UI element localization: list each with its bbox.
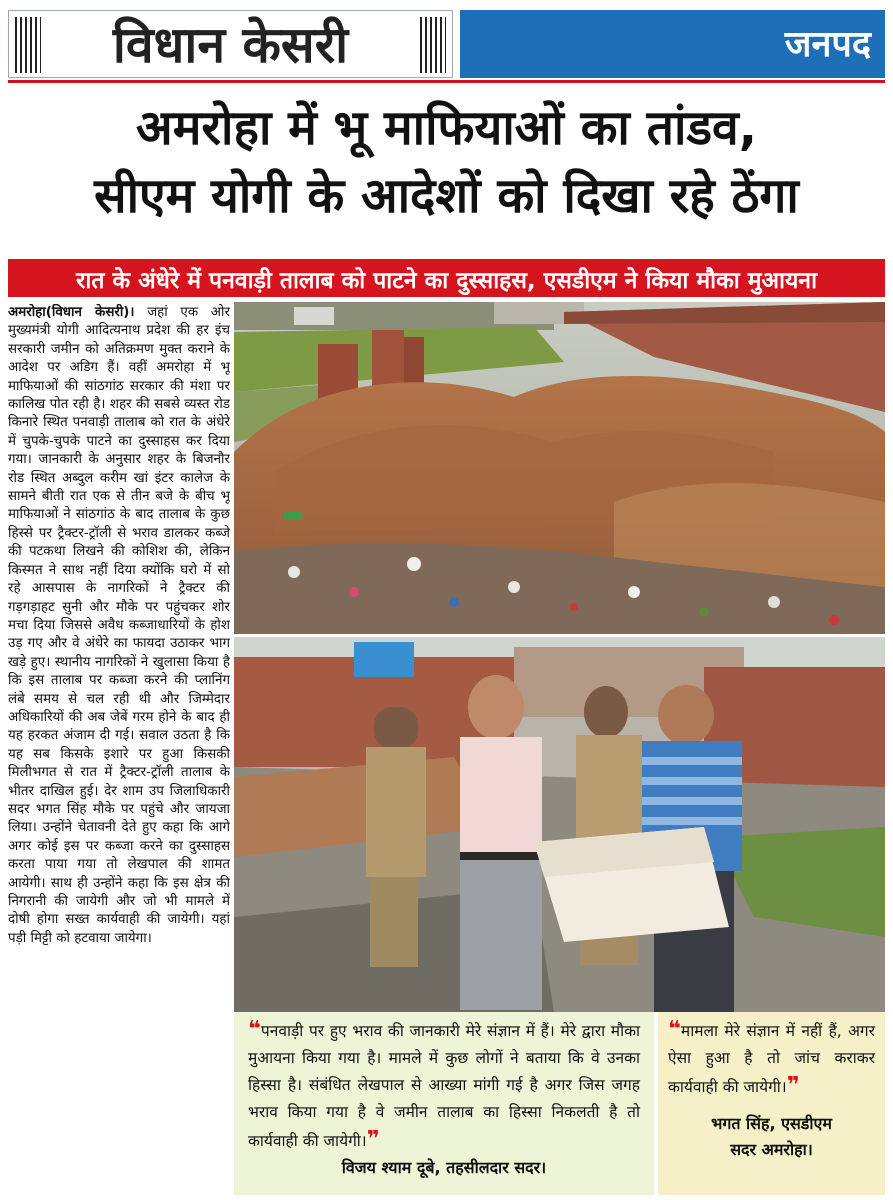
masthead-rule (8, 80, 885, 83)
photo-officials-inspection (234, 637, 885, 1012)
photo-filled-pond-image (234, 302, 885, 634)
section-name: जनपद (784, 24, 871, 65)
masthead (8, 10, 885, 78)
masthead-stripes-right (420, 17, 446, 73)
close-quote-icon: ❞ (786, 1073, 800, 1098)
quote-sdm-signature-line-2: सदर अमरोहा। (730, 1140, 813, 1159)
dateline: अमरोहा(विधान केसरी)। (8, 305, 135, 320)
photo-officials-inspection-image (234, 637, 885, 1012)
subheadline: रात के अंधेरे में पनवाड़ी तालाब को पाटने का दुस्साहस, एसडीएम ने किया मौका मुआयना (75, 268, 818, 294)
section-banner (460, 10, 885, 78)
quote-sdm-signature-line-1: भगत सिंह, एसडीएम (711, 1114, 832, 1133)
headline-line-1: अमरोहा में भू माफियाओं का तांडव, (136, 100, 757, 156)
headline-line-2: सीएम योगी के आदेशों को दिखा रहे ठेंगा (94, 168, 799, 224)
headline (8, 94, 885, 230)
quote-tehsildar (234, 1012, 654, 1195)
article-body (8, 304, 230, 1194)
quote-sdm-text: मामला मेरे संज्ञान में नहीं हैं, अगर ऐसा हुआ है तो जांच कराकर कार्यवाही की जायेगी। (668, 1022, 875, 1096)
quote-sdm (658, 1012, 885, 1195)
masthead-stripes-left (15, 17, 41, 73)
subheadline-bar (8, 259, 885, 297)
photo-filled-pond (234, 302, 885, 634)
close-quote-icon: ❞ (366, 1127, 380, 1152)
newspaper-name: विधान केसरी (112, 16, 349, 74)
article-text: जहां एक ओर मुख्यमंत्री योगी आदित्यनाथ प्रदेश की हर इंच सरकारी जमीन को अतिक्रमण मुक्त कराने के आदेश पर अडिग हैं। वहीं अमरोहा में भू माफियाओं की सांठगांठ सरकार की मंशा पर कालिख पोत रही है। शहर की सबसे व्यस्त रोड किनारे स्थित पनवाड़ी तालाब को रात के अंधेरे में चुपके-चुपके पाटने का दुस्साहस कर दिया गया। जानकारी के अनुसार शहर के बिजनौर रोड स्थित अब्दुल करीम खां इंटर कालेज के सामने बीती रात एक से तीन बजे के बीच भू माफियाओं ने सांठगांठ के बाद तालाब के कुछ हिस्से पर ट्रैक्टर-ट्रॉली से भराव डालकर कब्जे की पटकथा लिखने की कोशिश की, लेकिन किस्मत ने साथ नहीं दिया क्योंकि घरो में सो रहे आसपास के नागरिकों ने ट्रैक्टर की गड़गड़ाहट सुनी और मौके पर पहुंचकर शोर मचा दिया जिससे अवैध कब्जाधारियों के होश उड़ गए और वे अंधेरे का फायदा उठाकर भाग खड़े हुए। स्थानीय नागरिकों ने खुलासा किया है कि इस तालाब पर कब्जा करने की प्लानिंग लंबे समय से चल रही थी और जिम्मेदार अधिकारियों की अब जेबें गरम होने के बाद ही यह हरकत अंजाम दी गई। सवाल उठता है कि यह सब किसके इशारे पर हुआ किसकी मिलीभगत से रात में ट्रैक्टर-ट्रॉली तालाब के भीतर दाखिल हुई। देर शाम उप जिलाधिकारी सदर भगत सिंह मौके पर पहुंचे और जायजा लिया। उन्होंने चेतावनी देते हुए कहा कि आगे अगर कोई इस पर कब्जा करने का दुस्साहस करता पाया गया तो लेखपाल की शामत आयेगी। साथ ही उन्होंने कहा कि इस क्षेत्र की निगरानी की जायेगी और जो भी मामले में दोषी होगा सख्त कार्यवाही की जायेगी। यहां पड़ी मिट्टी को हटवाया जायेगा। (8, 305, 230, 946)
open-quote-icon: ❝ (248, 1017, 261, 1042)
brand-box (8, 10, 453, 78)
quote-tehsildar-text: पनवाड़ी पर हुए भराव की जानकारी मेरे संज्ञान में हैं। मेरे द्वारा मौका मुआयना किया गया है। मामले में कुछ लोगों ने बताया कि वे उनका हिस्सा है। संबंधित लेखपाल से आख्या मांगी गई है अगर जिस जगह भराव किया गया है वे जमीन तालाब का हिस्सा निकलती है तो कार्यवाही की जायेगी। (248, 1022, 640, 1150)
open-quote-icon: ❝ (668, 1017, 681, 1042)
quote-tehsildar-body (248, 1016, 640, 1155)
quote-sdm-body (668, 1016, 875, 1101)
quote-tehsildar-signature: विजय श्याम दूबे, तहसीलदार सदर। (341, 1158, 547, 1177)
